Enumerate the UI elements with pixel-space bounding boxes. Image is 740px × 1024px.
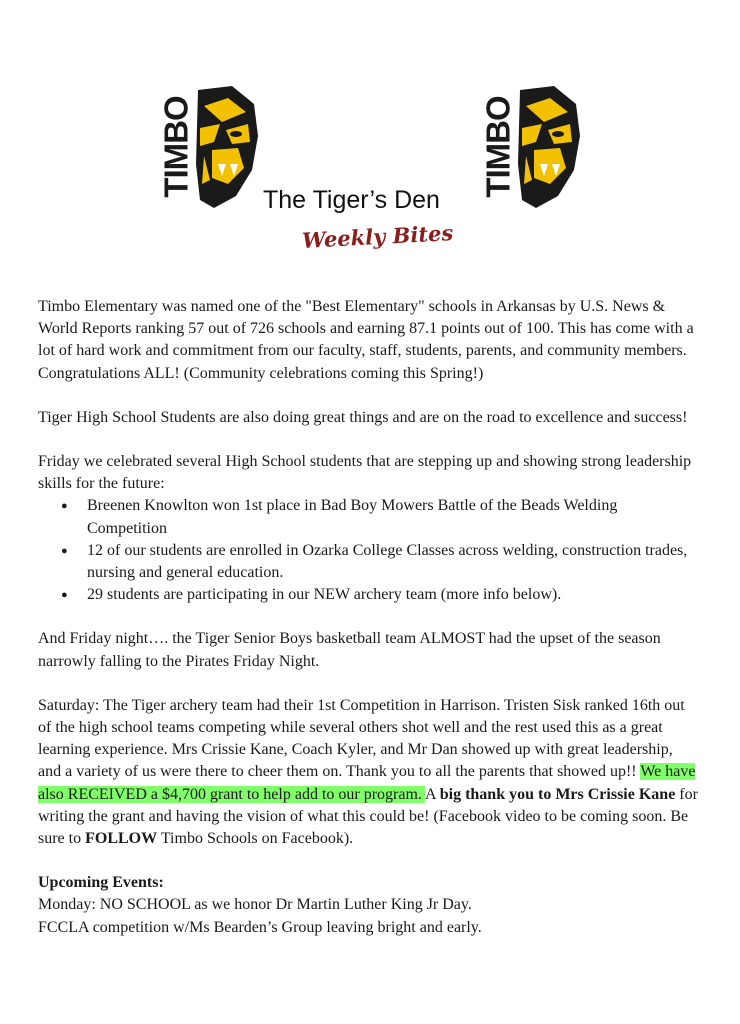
logo-wordmark: TIMBO	[480, 96, 518, 198]
logo-wordmark: TIMBO	[158, 96, 196, 198]
thank-you-bold: big thank you to Mrs Crissie Kane	[439, 785, 676, 803]
archery-text: for writing the grant and having the vision of what this could be! (Facebook video to be coming soon. Be sure to	[38, 785, 698, 848]
paragraph-archery	[38, 695, 698, 850]
list-item: ● 29 students are participating in our NEW archery team (more info below).	[87, 584, 698, 606]
paragraph-high-school: Tiger High School Students are also doing great things and are on the road to excellence and success!	[38, 408, 688, 426]
event-item: FCCLA competition w/Ms Bearden’s Group leaving bright and early.	[38, 918, 482, 936]
paragraph-celebration-intro: Friday we celebrated several High School students that are stepping up and showing strong leadership skills for the future:	[38, 453, 692, 493]
achievements-list	[38, 495, 698, 606]
list-item: ● Breenen Knowlton won 1st place in Bad Boy Mowers Battle of the Beads Welding Competition	[87, 495, 698, 539]
paragraph-ranking: Timbo Elementary was named one of the "Best Elementary" schools in Arkansas by U.S. News & World Reports ranking 57 out of 726 schools and earning 87.1 points out of 100. This has come with a lot of hard work and commitment from our faculty, staff, students, parents, and community members. Congratulations ALL! (Community celebrations coming this Spring!)	[38, 298, 694, 382]
upcoming-events	[38, 872, 698, 939]
archery-text: Saturday: The Tiger archery team had their 1st Competition in Harrison. Tristen Sisk ranked 16th out of the high school teams competing while several others shot well and the rest used this as a great learning experience. Mrs Crissie Kane, Coach Kyler, and Mr Dan showed up with great leadership, and a variety of us were there to cheer them on. Thank you to all the parents that showed up!!	[38, 696, 685, 781]
grant-highlight: We have also RECEIVED a $4,700 grant to help add to our program.	[38, 763, 696, 803]
events-heading: Upcoming Events:	[38, 874, 164, 892]
timbo-logo-right	[482, 84, 582, 210]
list-item: ● 12 of our students are enrolled in Ozarka College Classes across welding, construction trades, nursing and general education.	[87, 540, 698, 584]
tiger-head-icon	[192, 84, 260, 210]
timbo-logo-left	[160, 84, 260, 210]
newsletter-subtitle: Weekly Bites	[301, 220, 454, 253]
newsletter-body	[38, 296, 698, 939]
archery-text: Timbo Schools on Facebook).	[157, 830, 354, 848]
event-item: Monday: NO SCHOOL as we honor Dr Martin Luther King Jr Day.	[38, 896, 472, 914]
archery-text: A	[425, 785, 440, 803]
paragraph-basketball: And Friday night…. the Tiger Senior Boys basketball team ALMOST had the upset of the season narrowly falling to the Pirates Friday Night.	[38, 630, 661, 670]
follow-bold: FOLLOW	[85, 830, 158, 848]
newsletter-title: The Tiger’s Den	[263, 186, 440, 214]
tiger-head-icon	[514, 84, 582, 210]
